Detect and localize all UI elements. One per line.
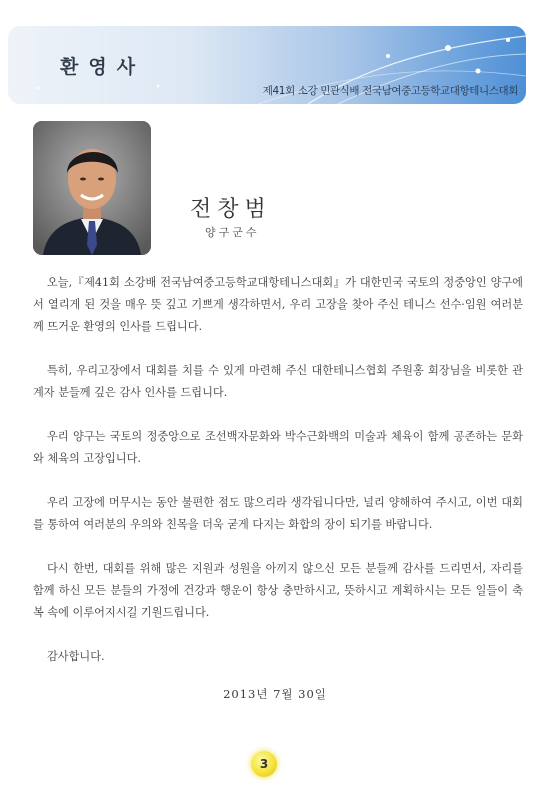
welcome-message	[33, 272, 523, 690]
header-banner	[8, 26, 526, 104]
paragraph: 다시 한번, 대회를 위해 많은 지원과 성원을 아끼지 않으신 모든 분들께 감사를 드리면서, 자리를 함께 하신 모든 분들의 가정에 건강과 행운이 항상 충만하시고, 뜻하시고 계획하시는 모든 일들이 축복 속에 이루어지시길 기원드립니다.	[33, 562, 523, 619]
closing-line: 감사합니다.	[47, 650, 105, 663]
message-date: 2013년 7월 30일	[223, 687, 327, 701]
author-portrait	[33, 121, 151, 255]
paragraph: 오늘,『제41회 소강배 전국남여중고등학교대항테니스대회』가 대한민국 국토의 정중앙인 양구에서 열리게 된 것을 매우 뜻 깊고 기쁘게 생각하면서, 우리 고장을 찾아 주신 테니스 선수·임원 여러분께 뜨거운 환영의 인사를 드립니다.	[33, 276, 523, 333]
page-number-badge: 3	[251, 751, 277, 777]
author-role: 양구군수	[205, 226, 260, 239]
banner-title: 환영사	[60, 56, 146, 78]
banner-event-name: 제41회 소강 민관식배 전국남여중고등학교대항테니스대회	[262, 85, 518, 97]
paragraph: 특히, 우리고장에서 대회를 치를 수 있게 마련해 주신 대한테니스협회 주원홍 회장님을 비롯한 관계자 분들께 깊은 감사 인사를 드립니다.	[33, 364, 523, 399]
author-name: 전창범	[190, 197, 272, 222]
paragraph: 우리 양구는 국토의 정중앙으로 조선백자문화와 박수근화백의 미술과 체육이 함께 공존하는 문화와 체육의 고장입니다.	[33, 430, 523, 465]
paragraph: 우리 고장에 머무시는 동안 불편한 점도 많으리라 생각됩니다만, 널리 양해하여 주시고, 이번 대회를 통하여 여러분의 우의와 친목을 더욱 굳게 다지는 화합의 장이 되기를 바랍니다.	[33, 496, 523, 531]
